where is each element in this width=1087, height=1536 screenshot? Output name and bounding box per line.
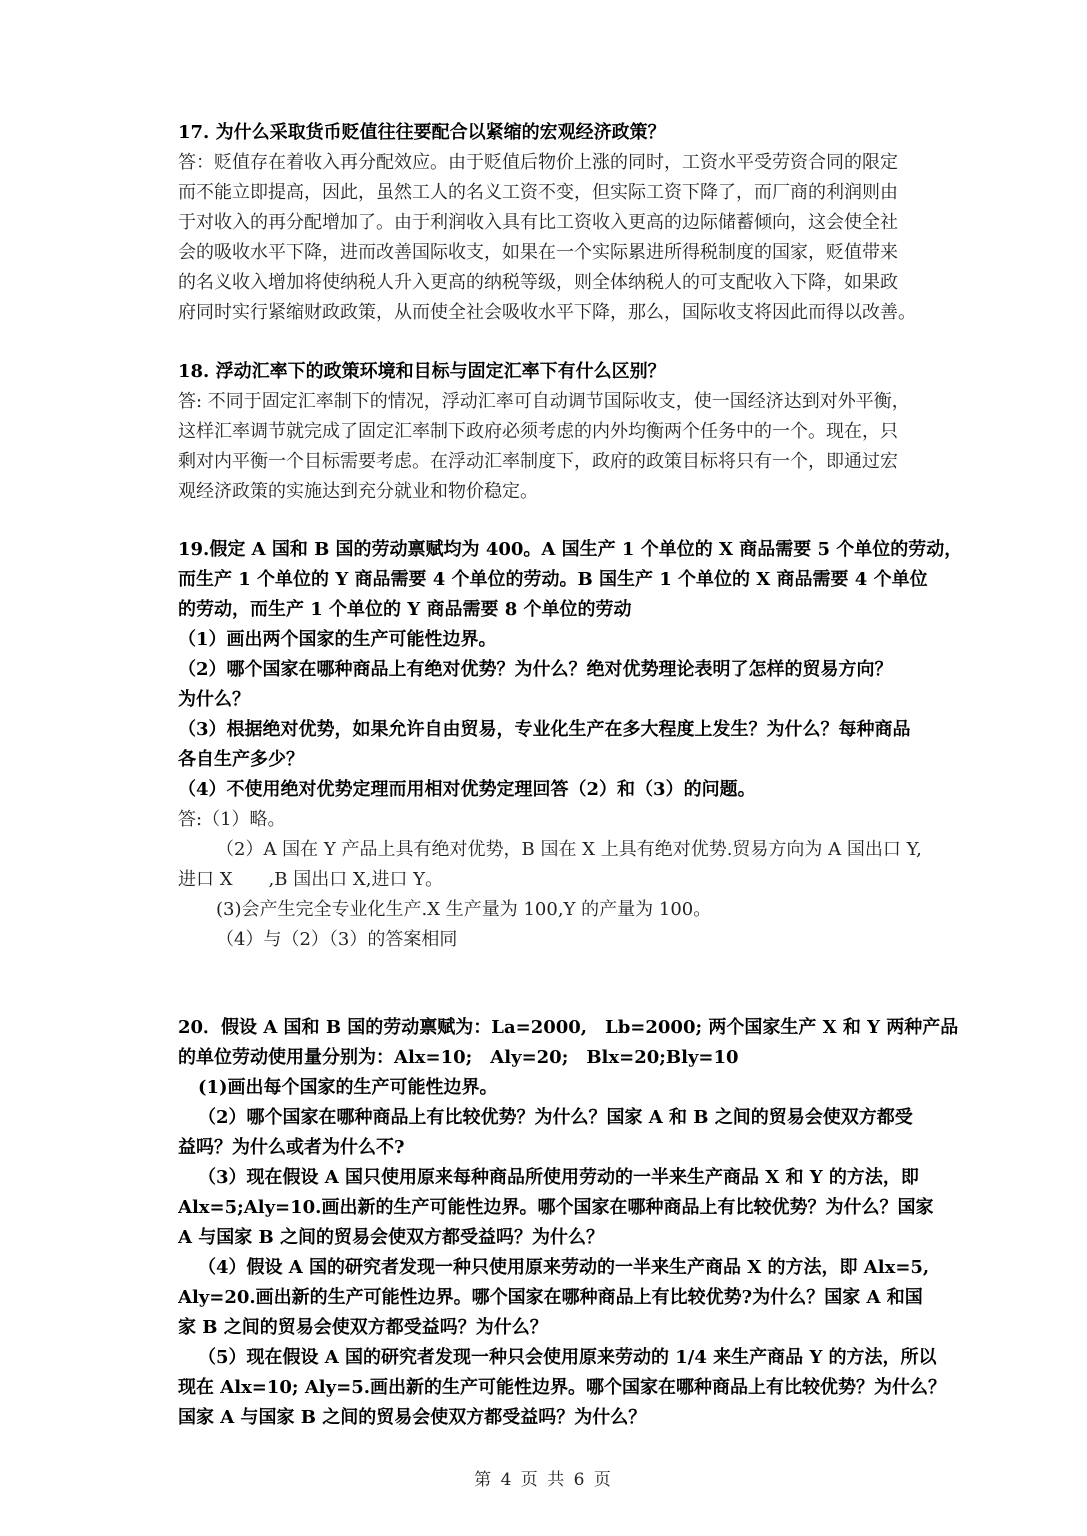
question-19-line: （2）哪个国家在哪种商品上有绝对优势？为什么？绝对优势理论表明了怎样的贸易方向？ xyxy=(178,659,893,680)
question-17-title: 17. 为什么采取货币贬值往往要配合以紧缩的宏观经济政策？ xyxy=(178,122,666,143)
page-footer: 第 4 页 共 6 页 xyxy=(474,1470,613,1490)
question-20-line: （2）哪个国家在哪种商品上有比较优势？为什么？国家 A 和 B 之间的贸易会使双方都受 xyxy=(198,1107,913,1128)
question-19-line: 各自生产多少？ xyxy=(178,749,304,770)
answer-line: 剩对内平衡一个目标需要考虑。在浮动汇率制度下，政府的政策目标将只有一个，即通过宏 xyxy=(178,451,898,472)
question-20-line: Aly=20.画出新的生产可能性边界。哪个国家在哪种商品上有比较优势?为什么？国家 A 和国 xyxy=(178,1287,923,1308)
question-17 xyxy=(178,118,978,328)
answer-line: （2）A 国在 Y 产品上具有绝对优势，B 国在 X 上具有绝对优势.贸易方向为 A 国出口 Y, xyxy=(216,839,922,860)
question-20-line: 的单位劳动使用量分别为：Alx=10; Aly=20; Blx=20;Bly=10 xyxy=(178,1047,739,1068)
question-19-line: 19.假定 A 国和 B 国的劳动禀赋均为 400。A 国生产 1 个单位的 X 商品需要 5 个单位的劳动， xyxy=(178,539,963,560)
question-19-line: 而生产 1 个单位的 Y 商品需要 4 个单位的劳动。B 国生产 1 个单位的 X 商品需要 4 个单位 xyxy=(178,569,928,590)
question-20-line: 家 B 之间的贸易会使双方都受益吗？为什么？ xyxy=(178,1317,548,1338)
answer-line: 会的吸收水平下降，进而改善国际收支，如果在一个实际累进所得税制度的国家，贬值带来 xyxy=(178,242,898,263)
answer-line: (3)会产生完全专业化生产.X 生产量为 100,Y 的产量为 100。 xyxy=(216,899,712,920)
question-20-line: (1)画出每个国家的生产可能性边界。 xyxy=(198,1077,498,1098)
answer-line: 答: 不同于固定汇率制下的情况，浮动汇率可自动调节国际收支，使一国经济达到对外平衡， xyxy=(178,391,910,412)
question-20-line: （3）现在假设 A 国只使用原来每种商品所使用劳动的一半来生产商品 X 和 Y 的方法，即 xyxy=(198,1167,919,1188)
answer-line: （4）与（2）（3）的答案相同 xyxy=(216,929,458,950)
question-18 xyxy=(178,357,978,507)
question-20-line: 国家 A 与国家 B 之间的贸易会使双方都受益吗？为什么？ xyxy=(178,1407,647,1428)
question-20-line: 现在 Alx=10; Aly=5.画出新的生产可能性边界。哪个国家在哪种商品上有比较优势？为什么？ xyxy=(178,1377,946,1398)
question-19-line: 为什么？ xyxy=(178,689,250,710)
question-19 xyxy=(178,535,978,955)
answer-line: 答：贬值存在着收入再分配效应。由于贬值后物价上涨的同时，工资水平受劳资合同的限定 xyxy=(178,152,898,173)
question-20-line: （4）假设 A 国的研究者发现一种只使用原来劳动的一半来生产商品 X 的方法，即 Alx=5, xyxy=(198,1257,930,1278)
question-19-line: （1）画出两个国家的生产可能性边界。 xyxy=(178,629,497,650)
answer-line: 观经济政策的实施达到充分就业和物价稳定。 xyxy=(178,481,538,502)
answer-line: 于对收入的再分配增加了。由于利润收入具有比工资收入更高的边际储蓄倾向，这会使全社 xyxy=(178,212,898,233)
question-20-line: A 与国家 B 之间的贸易会使双方都受益吗？为什么？ xyxy=(178,1227,604,1248)
answer-line: 这样汇率调节就完成了固定汇率制下政府必须考虑的内外均衡两个任务中的一个。现在，只 xyxy=(178,421,898,442)
question-19-line: （3）根据绝对优势，如果允许自由贸易，专业化生产在多大程度上发生？为什么？每种商品 xyxy=(178,719,911,740)
answer-line: 答:（1）略。 xyxy=(178,809,286,830)
question-19-line: 的劳动，而生产 1 个单位的 Y 商品需要 8 个单位的劳动 xyxy=(178,599,632,620)
question-18-title: 18. 浮动汇率下的政策环境和目标与固定汇率下有什么区别？ xyxy=(178,361,666,382)
question-20-line: 益吗？为什么或者为什么不? xyxy=(178,1137,405,1158)
answer-line: 进口 X ,B 国出口 X,进口 Y。 xyxy=(178,869,444,890)
answer-line: 而不能立即提高，因此，虽然工人的名义工资不变，但实际工资下降了，而厂商的利润则由 xyxy=(178,182,898,203)
question-20-line: Alx=5;Aly=10.画出新的生产可能性边界。哪个国家在哪种商品上有比较优势？为什么？国家 xyxy=(178,1197,934,1218)
answer-line: 的名义收入增加将使纳税人升入更高的纳税等级，则全体纳税人的可支配收入下降，如果政 xyxy=(178,272,898,293)
question-20-line: 20．假设 A 国和 B 国的劳动禀赋为：La=2000, Lb=2000; 两个国家生产 X 和 Y 两种产品 xyxy=(178,1017,959,1038)
answer-line: 府同时实行紧缩财政政策，从而使全社会吸收水平下降，那么，国际收支将因此而得以改善。 xyxy=(178,302,916,323)
question-20 xyxy=(178,1013,978,1433)
question-20-line: （5）现在假设 A 国的研究者发现一种只会使用原来劳动的 1/4 来生产商品 Y 的方法，所以 xyxy=(198,1347,937,1368)
question-19-line: （4）不使用绝对优势定理而用相对优势定理回答（2）和（3）的问题。 xyxy=(178,779,756,800)
